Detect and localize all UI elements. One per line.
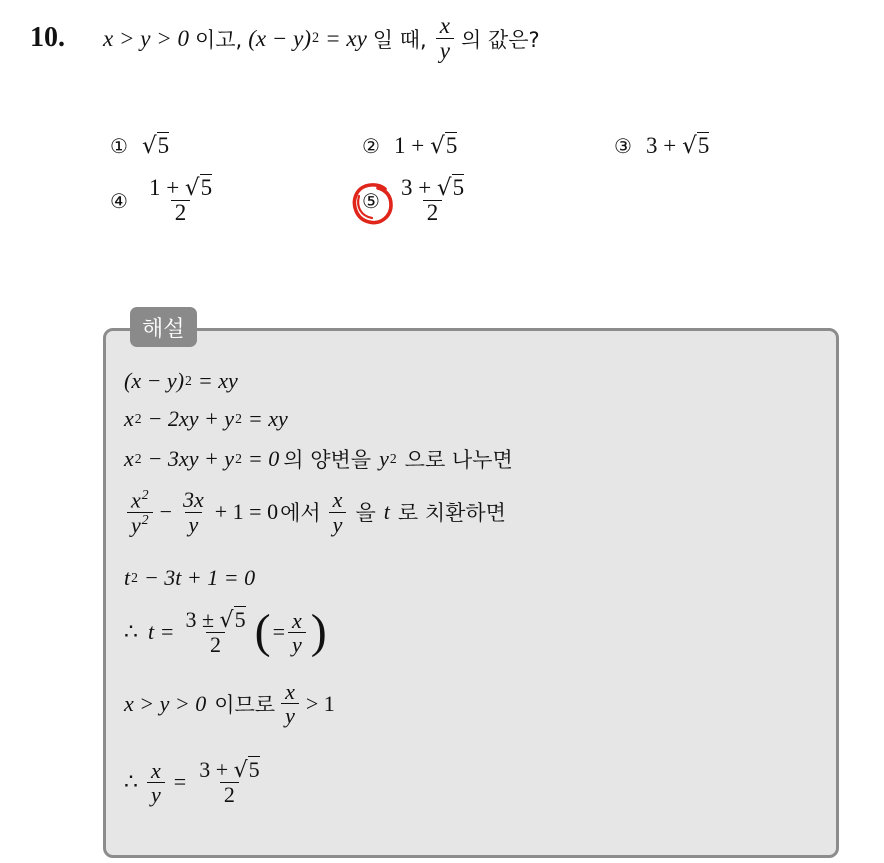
denominator: y — [131, 512, 141, 537]
solution-line-6 — [124, 605, 329, 659]
expr: + 1 = 0 — [214, 499, 279, 525]
expr: t — [124, 565, 131, 590]
choice-value: √5 — [682, 133, 710, 159]
denominator: 2 — [206, 632, 225, 656]
korean-text: 에서 — [280, 501, 321, 526]
expr: x — [124, 446, 134, 471]
expr: − 3t + 1 = 0 — [143, 565, 256, 590]
expr: = 0 — [247, 446, 280, 471]
numerator: x — [151, 757, 161, 783]
condition-equation-rhs: = xy — [325, 25, 367, 51]
question-text — [103, 14, 540, 63]
denominator: y — [329, 512, 347, 536]
expr: (x − y) — [124, 368, 185, 393]
solution-line-8 — [124, 758, 267, 806]
exponent: 2 — [141, 511, 149, 527]
denominator: y — [185, 512, 203, 536]
choice-marker: ② — [362, 134, 380, 158]
fraction-numerator: x — [439, 13, 450, 38]
fraction — [127, 488, 153, 536]
fraction — [179, 488, 208, 535]
left-paren: ( — [254, 605, 271, 659]
exponent: 2 — [185, 373, 192, 388]
choice-marker: ③ — [614, 134, 632, 158]
radicand: 5 — [452, 175, 465, 200]
fraction — [288, 609, 306, 656]
radicand: 5 — [445, 133, 458, 158]
fraction-denominator: 2 — [171, 200, 191, 225]
choice-fraction: $\frac{3 + √5}{2}$ — [400, 175, 465, 226]
korean-text: 이므로 — [214, 692, 276, 717]
korean-text: 으로 나누면 — [404, 448, 513, 472]
choice-4[interactable] — [110, 176, 219, 225]
denominator: 2 — [220, 782, 239, 806]
solution-line-2 — [124, 406, 288, 432]
expr: − 2xy + y — [147, 406, 235, 431]
korean-text: 을 — [355, 501, 376, 526]
korean-text: 로 치환하면 — [397, 501, 506, 526]
numerator: x — [131, 487, 141, 513]
choice-2[interactable] — [362, 133, 457, 159]
fraction: $\frac{3 + √5}{2}$ — [199, 757, 260, 808]
solution-line-7 — [124, 680, 335, 727]
korean-text: 의 양변을 — [283, 448, 372, 472]
expr: = xy — [247, 406, 288, 431]
fraction: $\frac{3 \pm √5}{2}$ — [185, 607, 246, 658]
choice-prefix: 1 + — [148, 175, 180, 200]
choice-marker: ④ — [110, 188, 128, 213]
fraction — [281, 680, 299, 727]
expr: − 3xy + y — [147, 446, 235, 471]
expr: x > y > 0 — [124, 690, 207, 716]
numerator: x — [332, 487, 343, 513]
numerator: x — [285, 679, 295, 704]
choice-prefix: 1 + — [393, 133, 425, 158]
therefore-symbol: ∴ — [124, 619, 138, 645]
expr: x — [124, 406, 134, 431]
radicand: 5 — [697, 133, 710, 158]
expr: y — [379, 446, 389, 471]
exponent: 2 — [389, 451, 397, 466]
choice-fraction: $\frac{1 + √5}{2}$ — [148, 175, 213, 226]
denominator: y — [281, 703, 299, 727]
choice-1[interactable] — [110, 133, 169, 159]
expr: > 1 — [305, 690, 335, 716]
word-when: 일 때, — [372, 27, 427, 52]
solution-tag: 해설 — [130, 307, 197, 347]
radicand: 5 — [200, 175, 213, 200]
solution-line-4 — [124, 488, 506, 536]
choice-prefix: 3 + — [400, 175, 432, 200]
radicand: 5 — [234, 607, 246, 632]
choice-value: √5 — [430, 133, 458, 159]
right-paren: ) — [310, 605, 327, 659]
word-and: 이고, — [194, 27, 243, 52]
exponent: 2 — [134, 411, 142, 426]
fraction-denominator: 2 — [423, 200, 443, 225]
numerator-prefix: 3 ± — [185, 607, 215, 632]
choice-value: √5 — [141, 133, 170, 159]
fraction — [329, 488, 347, 535]
question-number: 10. — [30, 22, 65, 53]
choice-marker: ① — [110, 134, 128, 158]
word-ask: 의 값은? — [460, 27, 540, 52]
exponent: 2 — [131, 570, 138, 585]
choice-prefix: 3 + — [645, 133, 677, 158]
expr: t — [383, 499, 390, 525]
radicand: 5 — [157, 133, 170, 158]
solution-line-3 — [124, 444, 513, 474]
denominator: y — [288, 632, 306, 656]
exponent: 2 — [235, 451, 242, 466]
expr: t = — [148, 619, 175, 645]
solution-line-1 — [124, 368, 238, 394]
question-fraction — [436, 14, 454, 63]
exponent: 2 — [141, 487, 149, 502]
radicand: 5 — [248, 757, 260, 782]
choice-3[interactable] — [614, 133, 709, 159]
fraction-denominator: y — [436, 38, 454, 63]
answer-circle-mark — [351, 181, 395, 227]
exponent: 2 — [235, 411, 242, 426]
numerator-prefix: 3 + — [199, 757, 229, 782]
condition-exponent: 2 — [311, 30, 320, 47]
operator: = — [173, 769, 187, 795]
denominator: y — [147, 782, 165, 806]
numerator: 3x — [183, 487, 204, 513]
condition-equation-lhs: (x − y) — [248, 25, 311, 51]
fraction — [147, 759, 165, 806]
numerator: x — [291, 607, 302, 633]
therefore-symbol: ∴ — [124, 769, 138, 795]
operator: − — [159, 499, 172, 525]
solution-line-5 — [124, 565, 255, 591]
condition-inequality: x > y > 0 — [103, 25, 189, 51]
choice-marker: ⑤ — [362, 188, 380, 213]
operator: = — [272, 619, 285, 645]
expr: = xy — [197, 368, 238, 393]
exponent: 2 — [134, 451, 142, 466]
